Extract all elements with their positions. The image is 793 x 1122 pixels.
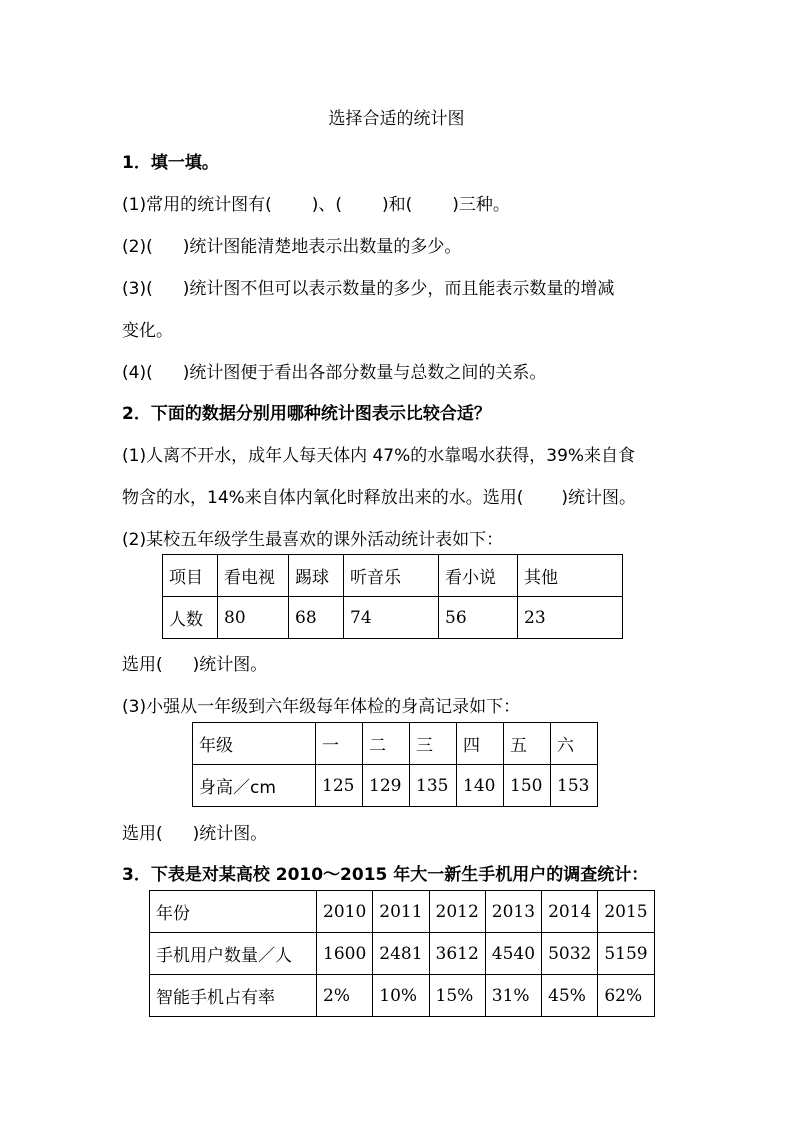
table-cell: 年级 <box>193 723 316 765</box>
question-1-heading: 1．填一填。 <box>122 153 219 173</box>
table-cell: 45% <box>542 975 598 1017</box>
table-cell: 2012 <box>429 891 485 933</box>
table-cell: 74 <box>344 597 439 639</box>
table-cell: 56 <box>439 597 518 639</box>
q2-sub-2-text-a: 选用( <box>122 655 163 675</box>
table-cell: 15% <box>429 975 485 1017</box>
q1-item-1-text-c: )和( <box>381 195 413 215</box>
question-3-heading: 3．下表是对某高校 2010～2015 年大一新生手机用户的调查统计： <box>122 865 649 885</box>
q1-item-1-text-a: (1)常用的统计图有( <box>122 195 272 215</box>
table-cell: 80 <box>218 597 289 639</box>
table-cell: 2% <box>317 975 373 1017</box>
table-cell: 1600 <box>317 933 373 975</box>
q2-sub-2-intro: (2)某校五年级学生最喜欢的课外活动统计表如下： <box>122 530 504 550</box>
q1-item-4 <box>122 358 546 383</box>
q1-item-2-text-a: (2)( <box>122 237 153 257</box>
question-2-heading: 2．下面的数据分别用哪种统计图表示比较合适？ <box>122 404 491 424</box>
q1-item-4-text-a: (4)( <box>122 363 153 383</box>
activity-table <box>162 554 623 639</box>
table-cell: 六 <box>551 723 598 765</box>
table-row <box>150 933 655 975</box>
table-cell: 129 <box>363 765 410 807</box>
table-cell: 一 <box>316 723 363 765</box>
table-row <box>150 975 655 1017</box>
table-cell: 人数 <box>163 597 218 639</box>
table-cell: 2011 <box>373 891 429 933</box>
table-row <box>163 555 623 597</box>
table-cell: 年份 <box>150 891 317 933</box>
q1-item-3 <box>122 274 614 299</box>
table-cell: 2481 <box>373 933 429 975</box>
table-cell: 2014 <box>542 891 598 933</box>
q2-sub-3-answer <box>122 819 267 844</box>
table-cell: 2010 <box>317 891 373 933</box>
table-cell: 2013 <box>485 891 541 933</box>
table-cell: 三 <box>410 723 457 765</box>
q2-sub-3-intro: (3)小强从一年级到六年级每年体检的身高记录如下： <box>122 697 521 717</box>
table-cell: 125 <box>316 765 363 807</box>
table-cell: 5159 <box>598 933 654 975</box>
table-cell: 23 <box>518 597 623 639</box>
height-table <box>192 722 598 807</box>
table-cell: 62% <box>598 975 654 1017</box>
table-row <box>193 765 598 807</box>
table-cell: 31% <box>485 975 541 1017</box>
table-cell: 四 <box>457 723 504 765</box>
table-cell: 项目 <box>163 555 218 597</box>
table-cell: 身高／cm <box>193 765 316 807</box>
q2-sub-1-line-1: (1)人离不开水，成年人每天体内 47%的水靠喝水获得，39%来自食 <box>122 446 636 466</box>
q2-sub-1-text-a: 物含的水，14%来自体内氧化时释放出来的水。选用( <box>122 488 524 508</box>
table-cell: 150 <box>504 765 551 807</box>
table-cell: 10% <box>373 975 429 1017</box>
q2-sub-1-line-2 <box>122 483 636 508</box>
q1-item-4-text-b: )统计图便于看出各部分数量与总数之间的关系。 <box>182 363 547 383</box>
q1-item-2 <box>122 232 461 257</box>
q2-sub-2-answer <box>122 650 267 675</box>
table-cell: 智能手机占有率 <box>150 975 317 1017</box>
table-cell: 其他 <box>518 555 623 597</box>
q2-sub-3-text-a: 选用( <box>122 824 163 844</box>
phone-users-table <box>149 890 655 1017</box>
q1-item-2-text-b: )统计图能清楚地表示出数量的多少。 <box>182 237 462 257</box>
table-cell: 看电视 <box>218 555 289 597</box>
q2-sub-3-text-b: )统计图。 <box>192 824 268 844</box>
q1-item-1-text-d: )三种。 <box>452 195 510 215</box>
q1-item-3-text-a: (3)( <box>122 279 153 299</box>
table-cell: 5032 <box>542 933 598 975</box>
table-row <box>163 597 623 639</box>
page-title: 选择合适的统计图 <box>328 109 465 129</box>
table-cell: 68 <box>289 597 344 639</box>
table-cell: 3612 <box>429 933 485 975</box>
q2-sub-2-text-b: )统计图。 <box>192 655 268 675</box>
q2-sub-1-text-b: )统计图。 <box>561 488 637 508</box>
table-cell: 看小说 <box>439 555 518 597</box>
table-cell: 153 <box>551 765 598 807</box>
table-cell: 140 <box>457 765 504 807</box>
q1-item-3-text-b: )统计图不但可以表示数量的多少，而且能表示数量的增减 <box>182 279 615 299</box>
table-cell: 听音乐 <box>344 555 439 597</box>
q1-item-1 <box>122 190 510 215</box>
q1-item-3-continuation: 变化。 <box>122 321 173 341</box>
table-row <box>193 723 598 765</box>
table-row <box>150 891 655 933</box>
table-cell: 手机用户数量／人 <box>150 933 317 975</box>
table-cell: 二 <box>363 723 410 765</box>
table-cell: 五 <box>504 723 551 765</box>
q1-item-1-text-b: )、( <box>311 195 342 215</box>
table-cell: 135 <box>410 765 457 807</box>
table-cell: 4540 <box>485 933 541 975</box>
table-cell: 2015 <box>598 891 654 933</box>
table-cell: 踢球 <box>289 555 344 597</box>
